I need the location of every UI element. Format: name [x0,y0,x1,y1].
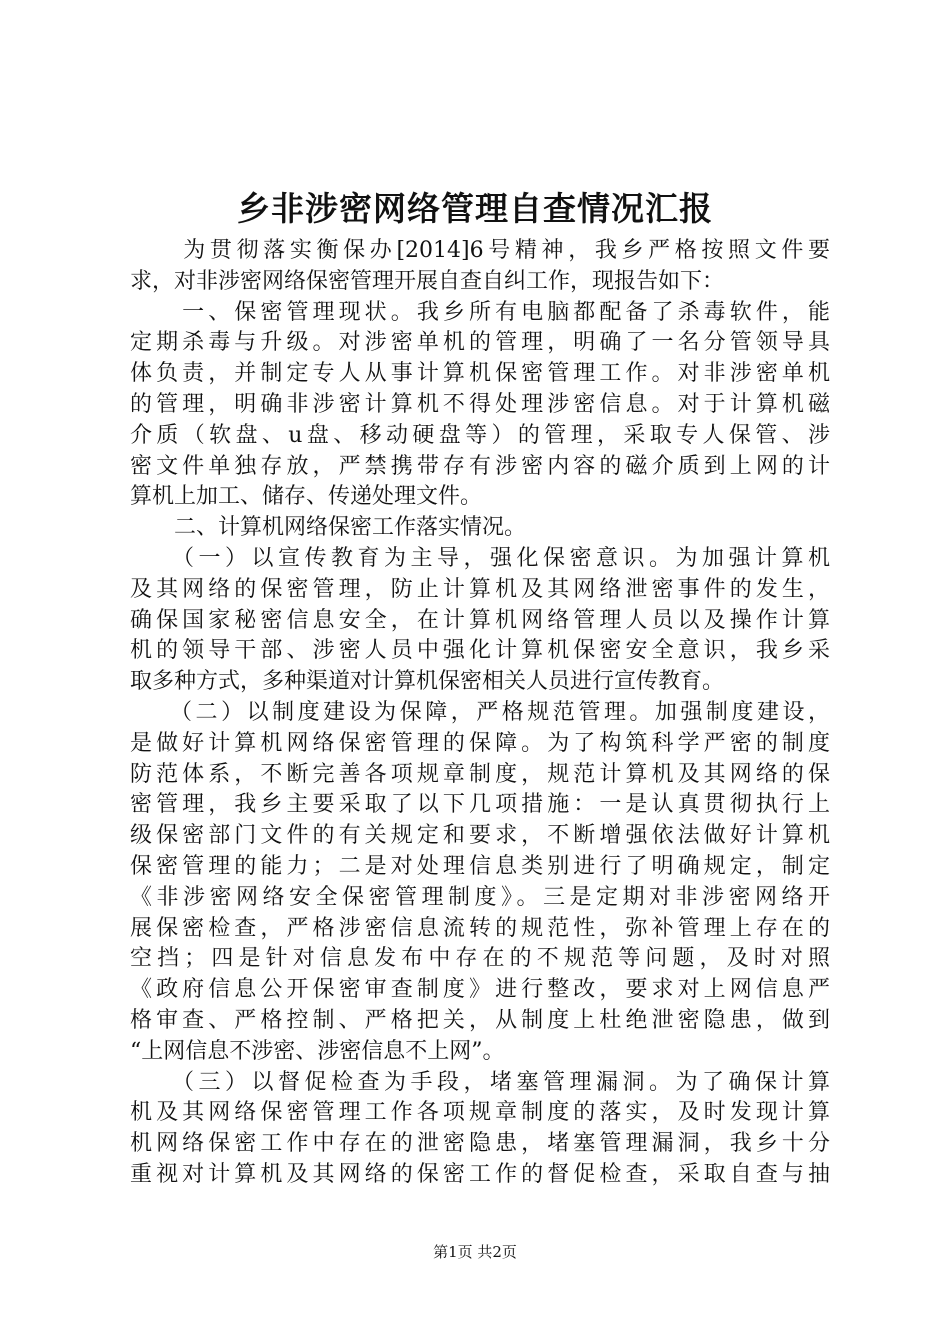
document-title: 乡非涉密网络管理自查情况汇报 [237,189,713,228]
document-body [130,236,830,1191]
body-line: （三）以督促检查为手段，堵塞管理漏洞。为了确保计算 [130,1069,830,1095]
body-line: 密文件单独存放，严禁携带存有涉密内容的磁介质到上网的计 [130,453,830,479]
body-line: 密管理，我乡主要采取了以下几项措施：一是认真贯彻执行上 [130,792,830,818]
body-line: 格审查、严格控制、严格把关，从制度上杜绝泄密隐患，做到 [130,1007,830,1033]
body-line: 体负责，并制定专人从事计算机保密管理工作。对非涉密单机 [130,361,830,387]
body-line: 二、计算机网络保密工作落实情况。 [130,515,527,541]
body-line: 是做好计算机网络保密管理的保障。为了构筑科学严密的制度 [130,730,830,756]
body-line: 定期杀毒与升级。对涉密单机的管理，明确了一名分管领导具 [130,330,830,356]
body-line: 防范体系，不断完善各项规章制度，规范计算机及其网络的保 [130,761,830,787]
body-line: 取多种方式，多种渠道对计算机保密相关人员进行宣传教育。 [130,669,725,695]
body-line: “上网信息不涉密、涉密信息不上网”。 [130,1038,505,1064]
body-line: 《政府信息公开保密审查制度》进行整改，要求对上网信息严 [130,977,830,1003]
body-line: （一）以宣传教育为主导，强化保密意识。为加强计算机 [130,545,830,571]
body-line: 机的领导干部、涉密人员中强化计算机保密安全意识，我乡采 [130,638,830,664]
body-line: 机及其网络保密管理工作各项规章制度的落实，及时发现计算 [130,1100,830,1126]
body-line: 确保国家秘密信息安全，在计算机网络管理人员以及操作计算 [130,607,830,633]
body-line: 机网络保密工作中存在的泄密隐患，堵塞管理漏洞，我乡十分 [130,1131,830,1157]
body-line: 算机上加工、储存、传递处理文件。 [130,484,483,510]
body-line: 级保密部门文件的有关规定和要求，不断增强依法做好计算机 [130,823,830,849]
body-line: 重视对计算机及其网络的保密工作的督促检查，采取自查与抽 [130,1161,830,1187]
body-line: 的管理，明确非涉密计算机不得处理涉密信息。对于计算机磁 [130,391,830,417]
body-line: 介质（软盘、u盘、移动硬盘等）的管理，采取专人保管、涉 [130,422,830,448]
body-line: 展保密检查，严格涉密信息流转的规范性，弥补管理上存在的 [130,915,830,941]
page-footer: 第1页 共2页 [433,1243,517,1261]
body-line: 保密管理的能力；二是对处理信息类别进行了明确规定，制定 [130,853,830,879]
body-line: 求，对非涉密网络保密管理开展自查自纠工作，现报告如下： [130,268,725,294]
body-line: 一、保密管理现状。我乡所有电脑都配备了杀毒软件，能 [130,299,830,325]
body-line: （二）以制度建设为保障，严格规范管理。加强制度建设， [130,699,830,725]
body-line: 及其网络的保密管理，防止计算机及其网络泄密事件的发生， [130,576,830,602]
body-line: 为贯彻落实衡保办[2014]6号精神，我乡严格按照文件要 [130,238,830,263]
body-line: 空挡；四是针对信息发布中存在的不规范等问题，及时对照 [130,946,830,972]
body-line: 《非涉密网络安全保密管理制度》。三是定期对非涉密网络开 [130,884,830,910]
